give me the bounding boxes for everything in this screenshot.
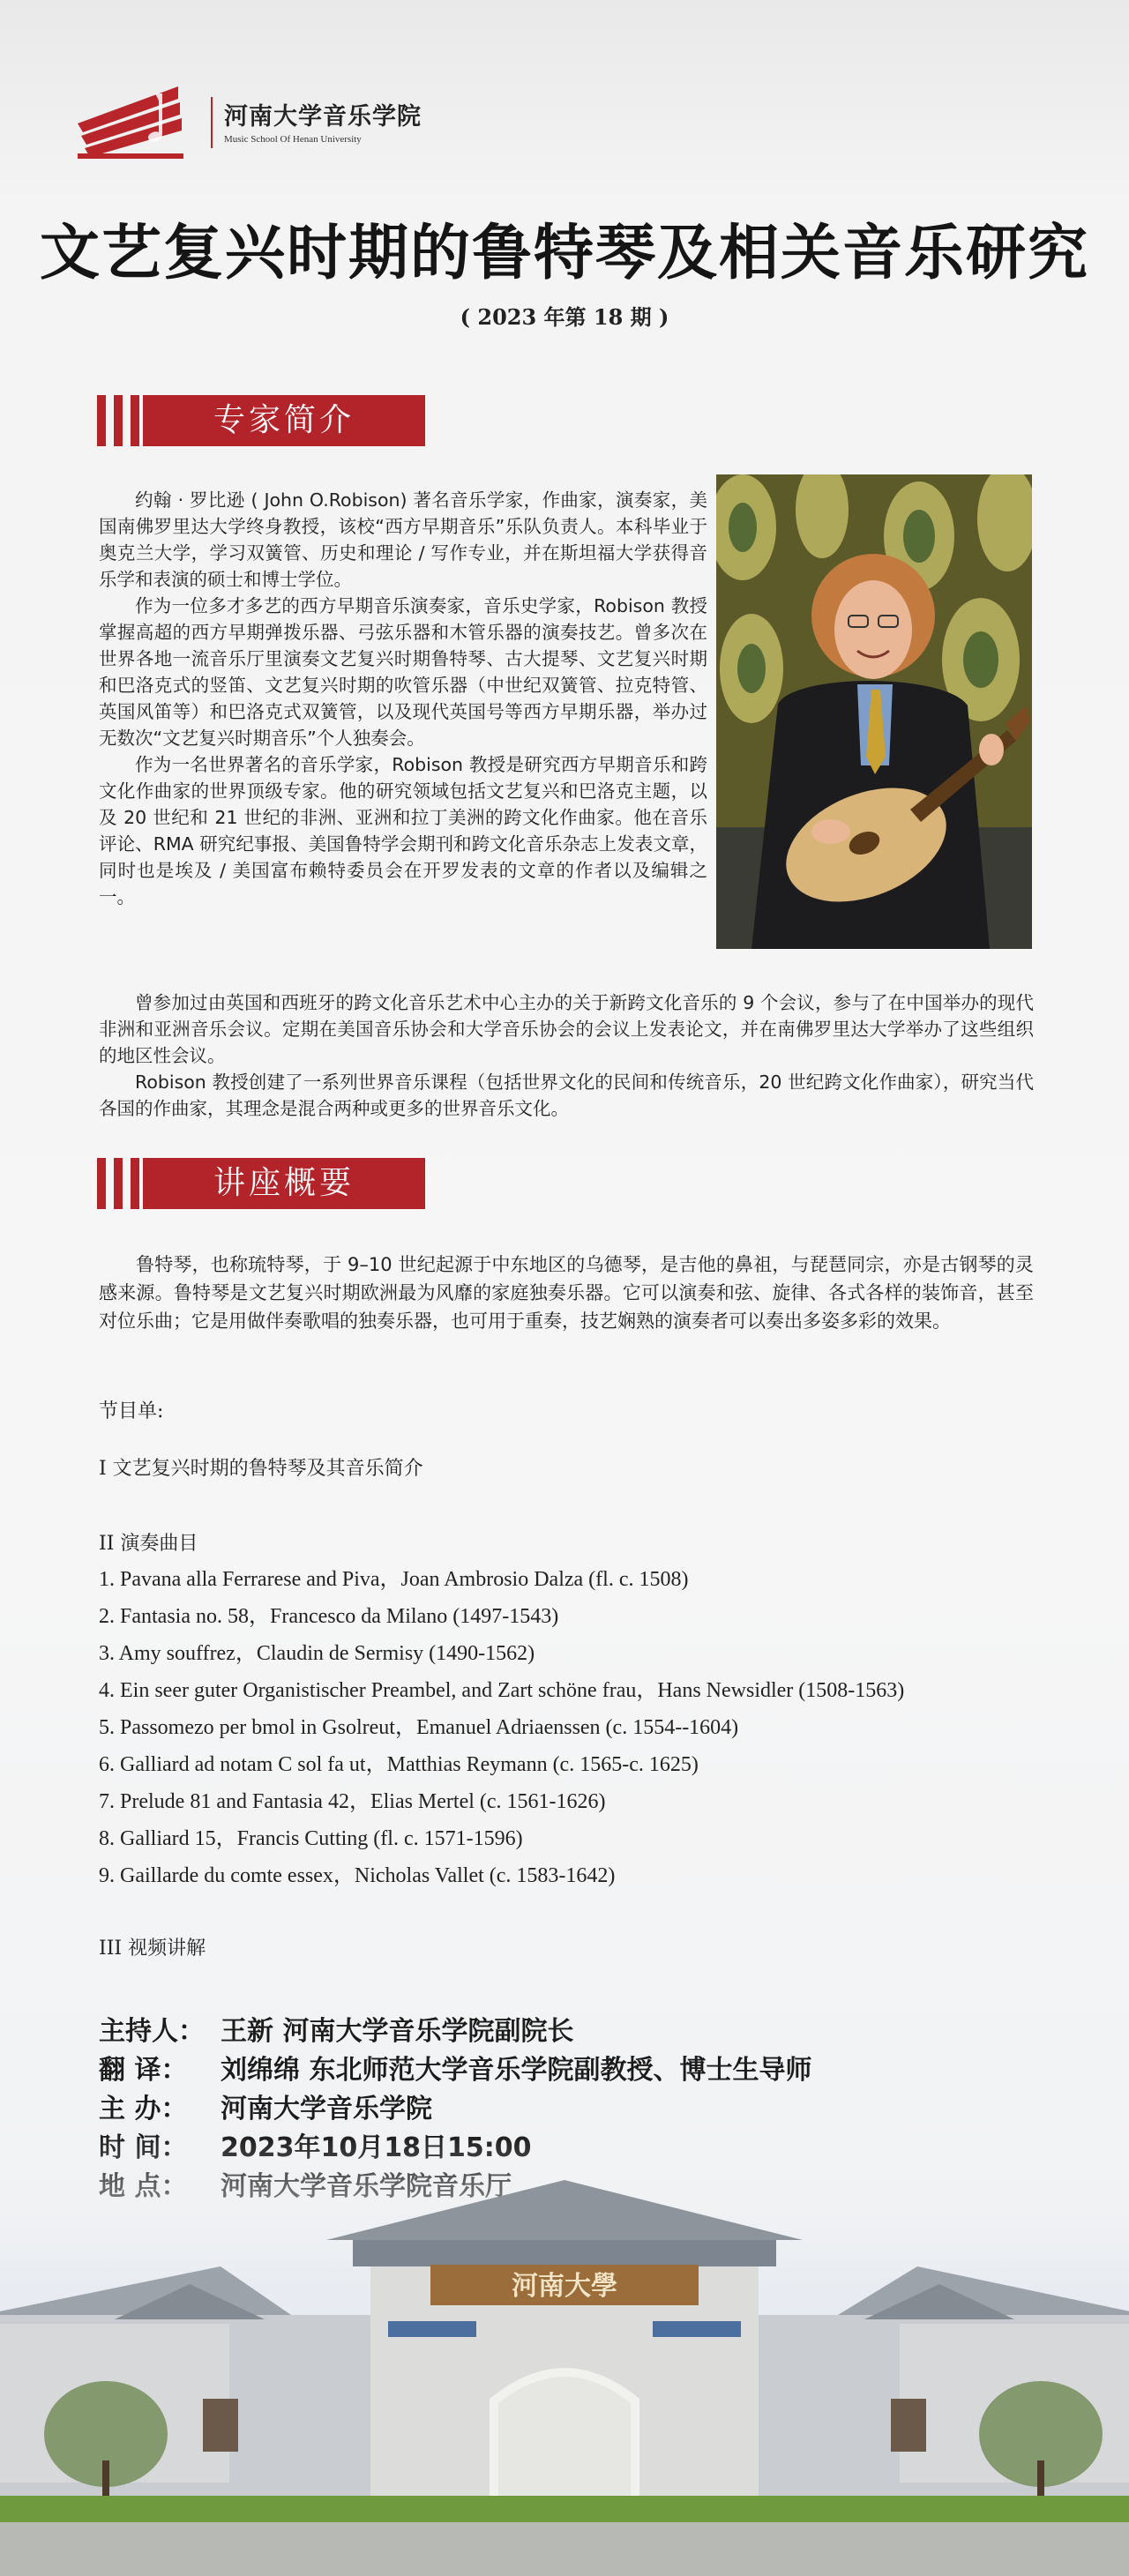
list-item: 2. Fantasia no. 58，Francesco da Milano (1497-1543) (99, 1605, 559, 1628)
lutenist-portrait-image (716, 474, 1032, 949)
info-key: 主持人： (99, 2016, 205, 2047)
bio-paragraph: 作为一名世界著名的音乐学家，Robison 教授是研究西方早期音乐和跨文化作曲家的世界顶级专家。他的研究领域包括文艺复兴和巴洛克主题，以及 20 世纪和 21 世纪的非洲、亚洲和拉丁美洲的跨文化作曲家。他在音乐评论、RMA 研究纪事报、美国鲁特学会期刊和跨文化音乐杂志上发表文章，同时也是埃及 / 美国富布赖特委员会在开罗发表的文章的作者以及编辑之一。 (99, 754, 707, 907)
music-school-emblem-icon (74, 81, 199, 162)
bio-paragraph: 作为一位多才多艺的西方早期音乐演奏家，音乐史学家，Robison 教授掌握高超的西方早期弹拨乐器、弓弦乐器和木管乐器的演奏技艺。曾多次在世界各地一流音乐厅里演奏文艺复兴时期鲁特琴、古大提琴、文艺复兴时期和巴洛克式的竖笛、文艺复兴时期的吹管乐器（中世纪双簧管、拉克特管、英国风笛等）和巴洛克式双簧管，以及现代英国号等西方早期乐器，举办过无数次“文艺复兴时期音乐”个人独奏会。 (99, 595, 707, 749)
info-value: 刘绵绵 东北师范大学音乐学院副教授、博士生导师 (221, 2055, 812, 2086)
list-item: 9. Gaillarde du comte essex，Nicholas Vallet (c. 1583-1642) (99, 1864, 616, 1887)
info-value: 王新 河南大学音乐学院副院长 (221, 2016, 574, 2047)
list-item: 3. Amy souffrez，Claudin de Sermisy (1490-1562) (99, 1642, 535, 1665)
program-part-2: II 演奏曲目 (99, 1533, 198, 1555)
summary-paragraph: 鲁特琴，也称琉特琴，于 9–10 世纪起源于中东地区的乌德琴，是吉他的鼻祖，与琵琶同宗，亦是古钢琴的灵感来源。鲁特琴是文艺复兴时期欧洲最为风靡的家庭独奏乐器。它可以演奏和弦、旋律、各式各样的装饰音，甚至对位乐曲；它是用做伴奏歌唱的独奏乐器，也可用于重奏，技艺娴熟的演奏者可以奏出多姿多彩的效果。 (99, 1254, 1034, 1332)
bio-paragraph: Robison 教授创建了一系列世界音乐课程（包括世界文化的民间和传统音乐，20 世纪跨文化作曲家），研究当代各国的作曲家，其理念是混合两种或更多的世界音乐文化。 (99, 1071, 1034, 1119)
heading-bars-icon (97, 1158, 139, 1209)
bio-paragraph: 约翰 · 罗比逊 ( John O.Robison) 著名音乐学家，作曲家，演奏家，美国南佛罗里达大学终身教授，该校“西方早期音乐”乐队负责人。本科毕业于奥克兰大学，学习双簧管、历史和理论 / 写作专业，并在斯坦福大学获得音乐学和表演的硕士和博士学位。 (99, 489, 707, 590)
list-item: 4. Ein seer guter Organistischer Preambel, and Zart schöne frau，Hans Newsidler (1508-1563) (99, 1679, 905, 1702)
info-row-host (99, 2012, 811, 2051)
info-row-organizer (99, 2090, 811, 2129)
lecture-summary (99, 1251, 1034, 1335)
program-label: 节目单: (99, 1400, 164, 1422)
info-key: 主 办： (99, 2094, 188, 2124)
section-title-lecture: 讲座概要 (143, 1158, 425, 1209)
page-title: 文艺复兴时期的鲁特琴及相关音乐研究 (39, 218, 1089, 288)
logo-name-en: Music School Of Henan University (224, 134, 362, 145)
program-part-3: III 视频讲解 (99, 1938, 206, 1960)
repertoire-list (99, 1561, 1034, 1894)
school-logo (74, 81, 445, 162)
bio-text-continued (99, 989, 1034, 1122)
logo-divider (211, 97, 213, 148)
campus-gate-illustration (0, 2134, 1129, 2576)
gate-plaque: 河南大學 (512, 2271, 617, 2302)
info-value: 河南大学音乐学院 (221, 2094, 432, 2124)
bio-text (99, 487, 707, 910)
list-item: 5. Passomezo per bmol in Gsolreut，Emanuel Adriaenssen (c. 1554--1604) (99, 1716, 739, 1739)
list-item: 8. Galliard 15，Francis Cutting (fl. c. 1571-1596) (99, 1827, 523, 1850)
logo-name-cn: 河南大学音乐学院 (224, 103, 422, 131)
program-part-1: I 文艺复兴时期的鲁特琴及其音乐简介 (99, 1458, 423, 1480)
section-heading-expert (97, 395, 425, 446)
info-row-translator (99, 2051, 811, 2090)
issue-number: ( 2023 年第 18 期 ) (460, 304, 669, 330)
heading-bars-icon (97, 395, 139, 446)
list-item: 1. Pavana alla Ferrarese and Piva，Joan Ambrosio Dalza (fl. c. 1508) (99, 1568, 689, 1591)
info-key: 翻 译： (99, 2055, 188, 2086)
portrait-photo (716, 474, 1032, 949)
list-item: 6. Galliard ad notam C sol fa ut，Matthias Reymann (c. 1565-c. 1625) (99, 1753, 699, 1776)
list-item: 7. Prelude 81 and Fantasia 42，Elias Mertel (c. 1561-1626) (99, 1790, 606, 1813)
section-title-expert: 专家简介 (143, 395, 425, 446)
section-heading-lecture (97, 1158, 425, 1209)
bio-paragraph: 曾参加过由英国和西班牙的跨文化音乐艺术中心主办的关于新跨文化音乐的 9 个会议，参与了在中国举办的现代非洲和亚洲音乐会议。定期在美国音乐协会和大学音乐协会的会议上发表论文，并在南佛罗里达大学举办了这些组织的地区性会议。 (99, 992, 1034, 1066)
